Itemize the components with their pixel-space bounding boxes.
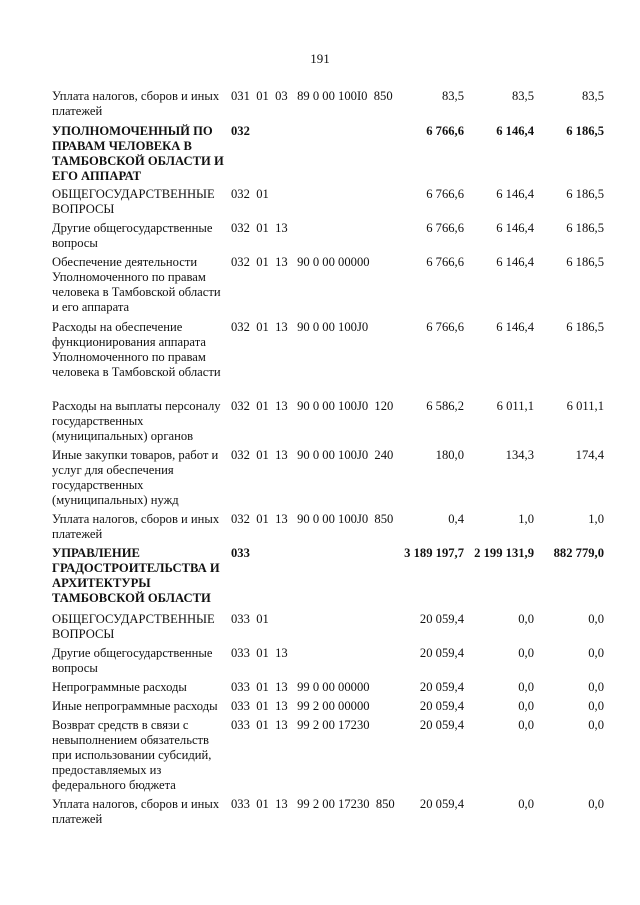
- row-value-3: 0,0: [588, 699, 604, 713]
- row-value-1: 20 059,4: [419, 646, 464, 660]
- row-value-3: 0,0: [588, 680, 604, 694]
- page-number: 191: [310, 51, 330, 66]
- row-value-1: 20 059,4: [419, 718, 464, 732]
- row-name: ОБЩЕГОСУДАРСТВЕННЫЕ ВОПРОСЫ: [52, 612, 215, 641]
- row-value-2: 0,0: [518, 646, 534, 660]
- row-value-3: 6 011,1: [566, 399, 604, 413]
- row-value-1: 0,4: [448, 512, 464, 526]
- row-code: 032 01 13 90 0 00 00000: [231, 255, 370, 269]
- row-code: 033 01 13 99 2 00 17230: [231, 718, 370, 732]
- row-value-1: 20 059,4: [419, 612, 464, 626]
- row-name: ОБЩЕГОСУДАРСТВЕННЫЕ ВОПРОСЫ: [52, 187, 215, 216]
- row-value-3: 0,0: [588, 797, 604, 811]
- row-value-2: 0,0: [518, 699, 534, 713]
- row-code: 033 01 13 99 2 00 17230 850: [231, 797, 395, 811]
- row-value-3: 6 186,5: [566, 221, 604, 235]
- row-value-1: 83,5: [441, 89, 464, 103]
- row-value-2: 0,0: [518, 718, 534, 732]
- row-value-2: 6 146,4: [496, 187, 534, 201]
- row-value-1: 6 586,2: [426, 399, 464, 413]
- row-code: 031 01 03 89 0 00 100I0 850: [231, 89, 393, 103]
- row-code: 033 01 13 99 2 00 00000: [231, 699, 370, 713]
- row-value-2: 0,0: [518, 612, 534, 626]
- row-value-3: 882 779,0: [553, 546, 604, 560]
- row-value-1: 20 059,4: [419, 797, 464, 811]
- row-value-2: 0,0: [518, 797, 534, 811]
- row-code: 032 01 13 90 0 00 100J0: [231, 320, 369, 334]
- row-value-3: 1,0: [588, 512, 604, 526]
- row-value-2: 6 146,4: [496, 221, 534, 235]
- row-code: 033 01 13 99 0 00 00000: [231, 680, 370, 694]
- row-value-1: 20 059,4: [419, 680, 464, 694]
- row-value-1: 20 059,4: [419, 699, 464, 713]
- row-code: 032: [231, 124, 250, 138]
- row-code: 033: [231, 546, 250, 560]
- row-value-1: 6 766,6: [426, 187, 464, 201]
- row-value-2: 134,3: [505, 448, 534, 462]
- row-name: Непрограммные расходы: [52, 680, 187, 694]
- row-name: Уплата налогов, сборов и иных платежей: [52, 512, 220, 541]
- row-code: 032 01 13: [231, 221, 288, 235]
- row-name: Расходы на обеспечение функционирования аппарата Уполномоченного по правам человека в Тамбовской области: [52, 320, 221, 379]
- row-code: 032 01: [231, 187, 269, 201]
- row-value-1: 6 766,6: [426, 320, 464, 334]
- row-name: Уплата налогов, сборов и иных платежей: [52, 797, 220, 826]
- row-code: 033 01 13: [231, 646, 288, 660]
- row-value-2: 1,0: [518, 512, 534, 526]
- row-value-3: 0,0: [588, 612, 604, 626]
- row-value-3: 83,5: [581, 89, 604, 103]
- row-name: Другие общегосударственные вопросы: [52, 221, 213, 250]
- row-name: УПОЛНОМОЧЕННЫЙ ПО ПРАВАМ ЧЕЛОВЕКА В ТАМБОВСКОЙ ОБЛАСТИ И ЕГО АППАРАТ: [52, 124, 224, 183]
- row-value-2: 2 199 131,9: [474, 546, 534, 560]
- row-name: Обеспечение деятельности Уполномоченного по правам человека в Тамбовской области и его аппарата: [52, 255, 221, 314]
- row-value-3: 0,0: [588, 646, 604, 660]
- row-value-2: 0,0: [518, 680, 534, 694]
- row-name: Другие общегосударственные вопросы: [52, 646, 213, 675]
- row-value-1: 6 766,6: [426, 221, 464, 235]
- row-value-3: 6 186,5: [566, 187, 604, 201]
- row-value-1: 6 766,6: [426, 124, 464, 138]
- row-name: Возврат средств в связи с невыполнением обязательств при использовании субсидий, предоставляемых из федерального бюджета: [52, 718, 212, 792]
- row-name: Уплата налогов, сборов и иных платежей: [52, 89, 220, 118]
- row-value-3: 0,0: [588, 718, 604, 732]
- row-name: Иные непрограммные расходы: [52, 699, 218, 713]
- row-value-3: 6 186,5: [566, 255, 604, 269]
- row-code: 032 01 13 90 0 00 100J0 120: [231, 399, 394, 413]
- row-code: 033 01: [231, 612, 269, 626]
- row-value-2: 6 146,4: [496, 320, 534, 334]
- row-value-1: 180,0: [435, 448, 464, 462]
- row-value-2: 83,5: [511, 89, 534, 103]
- row-value-2: 6 011,1: [496, 399, 534, 413]
- row-value-2: 6 146,4: [496, 124, 534, 138]
- row-value-1: 6 766,6: [426, 255, 464, 269]
- row-value-3: 6 186,5: [566, 124, 604, 138]
- row-value-3: 6 186,5: [566, 320, 604, 334]
- row-code: 032 01 13 90 0 00 100J0 240: [231, 448, 394, 462]
- row-value-1: 3 189 197,7: [404, 546, 464, 560]
- row-name: Иные закупки товаров, работ и услуг для обеспечения государственных (муниципальных) нужд: [52, 448, 219, 507]
- row-name: Расходы на выплаты персоналу государственных (муниципальных) органов: [52, 399, 221, 443]
- row-name: УПРАВЛЕНИЕ ГРАДОСТРОИТЕЛЬСТВА И АРХИТЕКТУРЫ ТАМБОВСКОЙ ОБЛАСТИ: [52, 546, 220, 605]
- row-value-3: 174,4: [575, 448, 604, 462]
- row-value-2: 6 146,4: [496, 255, 534, 269]
- row-code: 032 01 13 90 0 00 100J0 850: [231, 512, 394, 526]
